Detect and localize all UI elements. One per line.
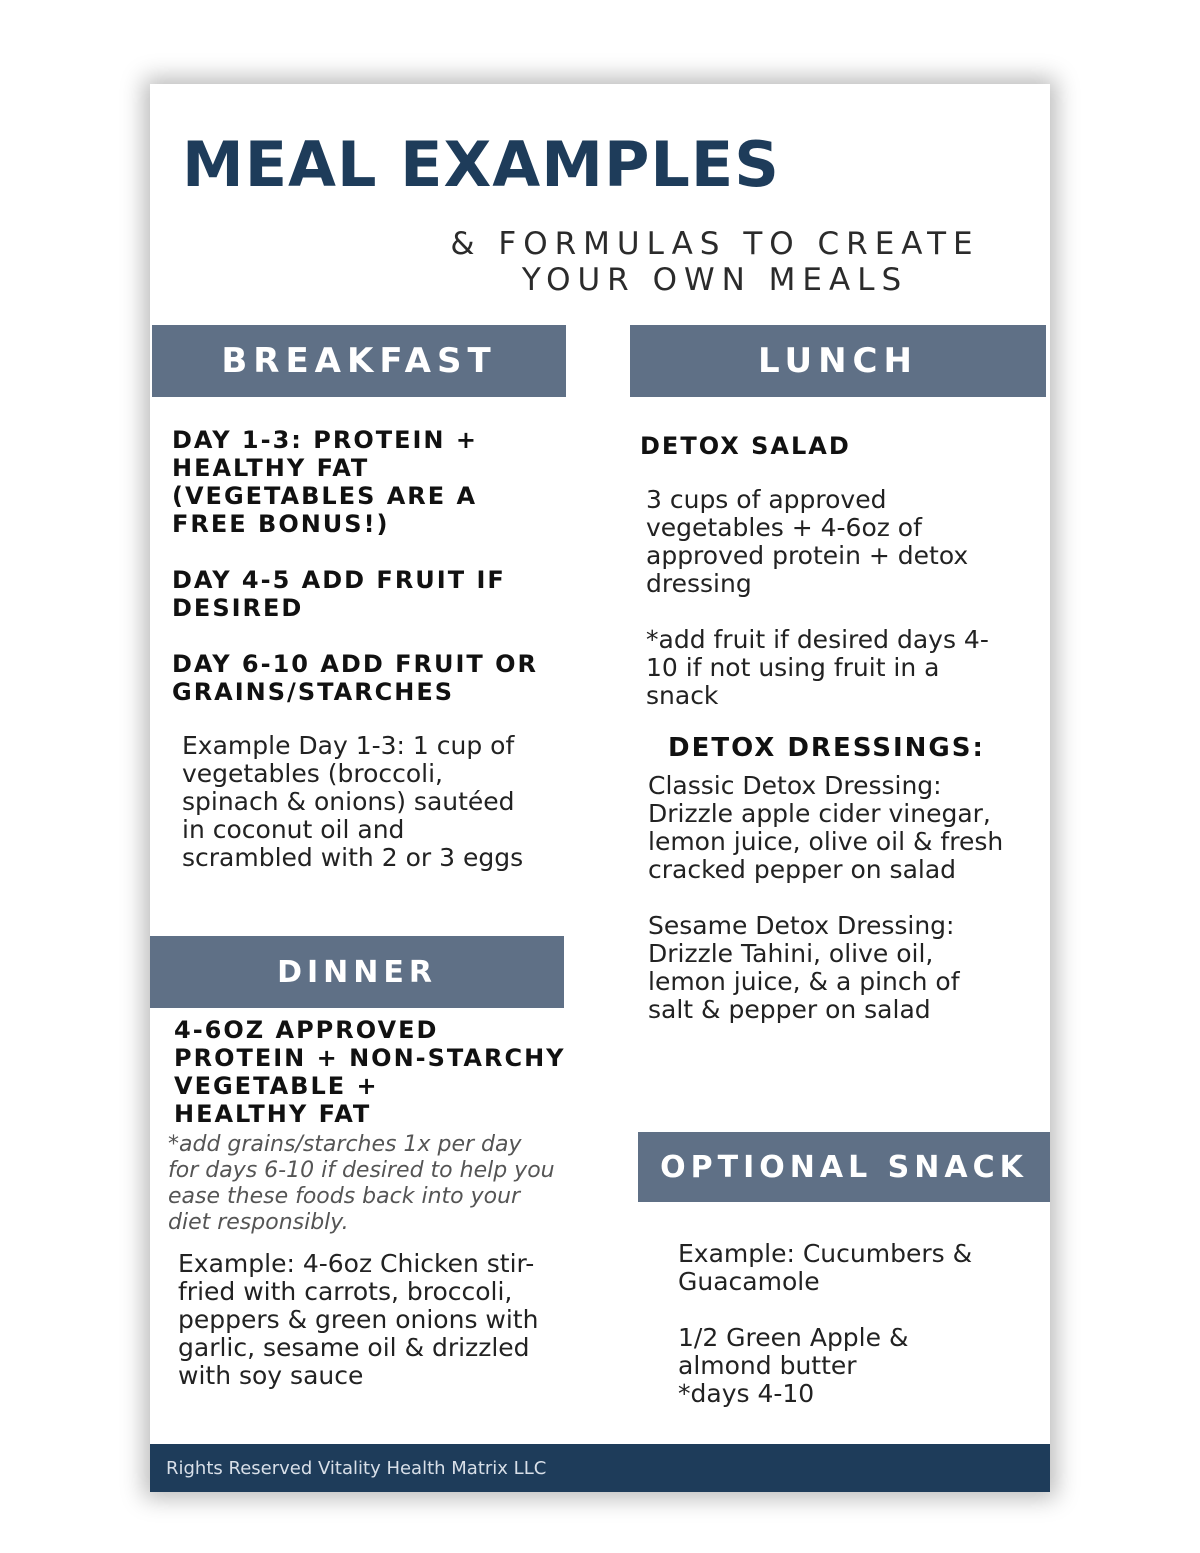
snack-example-1: Example: Cucumbers & Guacamole [678,1239,973,1296]
dinner-section [168,1016,634,1390]
breakfast-example: Example Day 1-3: 1 cup of vegetables (broccoli, spinach & onions) sautéed in coconut oil and scrambled with 2 or 3 eggs [182,731,524,872]
page-title: MEAL EXAMPLES [182,128,780,201]
detox-salad-note: *add fruit if desired days 4- 10 if not using fruit in a snack [646,625,989,710]
page-subtitle: & FORMULAS TO CREATE YOUR OWN MEALS [450,226,980,298]
dinner-example: Example: 4-6oz Chicken stir- fried with carrots, broccoli, peppers & green onions with garlic, sesame oil & drizzled with soy sauce [178,1249,539,1390]
breakfast-day-6-10: DAY 6-10 ADD FRUIT OR GRAINS/STARCHES [172,650,539,706]
meal-examples-card [150,84,1050,1492]
breakfast-section [172,426,612,872]
classic-dressing: Classic Detox Dressing: Drizzle apple cider vinegar, lemon juice, olive oil & fresh cracked pepper on salad [648,771,1004,884]
dinner-note: *add grains/starches 1x per day for days 6-10 if desired to help you ease these foods back into your diet responsibly. [168,1132,555,1235]
detox-salad-text: 3 cups of approved vegetables + 4-6oz of approved protein + detox dressing [646,485,969,598]
dinner-formula: 4-6OZ APPROVED PROTEIN + NON-STARCHY VEGETABLE + HEALTHY FAT [174,1016,566,1128]
breakfast-day-1-3: DAY 1-3: PROTEIN + HEALTHY FAT (VEGETABLES ARE A FREE BONUS!) [172,426,478,538]
sesame-dressing: Sesame Detox Dressing: Drizzle Tahini, olive oil, lemon juice, & a pinch of salt & pepper on salad [648,911,960,1024]
breakfast-day-4-5: DAY 4-5 ADD FRUIT IF DESIRED [172,566,506,622]
lunch-section [640,432,1050,1024]
lunch-heading: LUNCH [630,325,1046,397]
footer-copyright: Rights Reserved Vitality Health Matrix LLC [150,1444,1050,1492]
snack-example-2: 1/2 Green Apple & almond butter *days 4-10 [678,1323,909,1408]
detox-dressings-title: DETOX DRESSINGS: [668,733,985,763]
optional-snack-heading: OPTIONAL SNACK [638,1132,1050,1202]
detox-salad-title: DETOX SALAD [640,432,851,460]
snack-section [678,1240,1038,1408]
breakfast-heading: BREAKFAST [152,325,566,397]
dinner-heading: DINNER [150,936,564,1008]
